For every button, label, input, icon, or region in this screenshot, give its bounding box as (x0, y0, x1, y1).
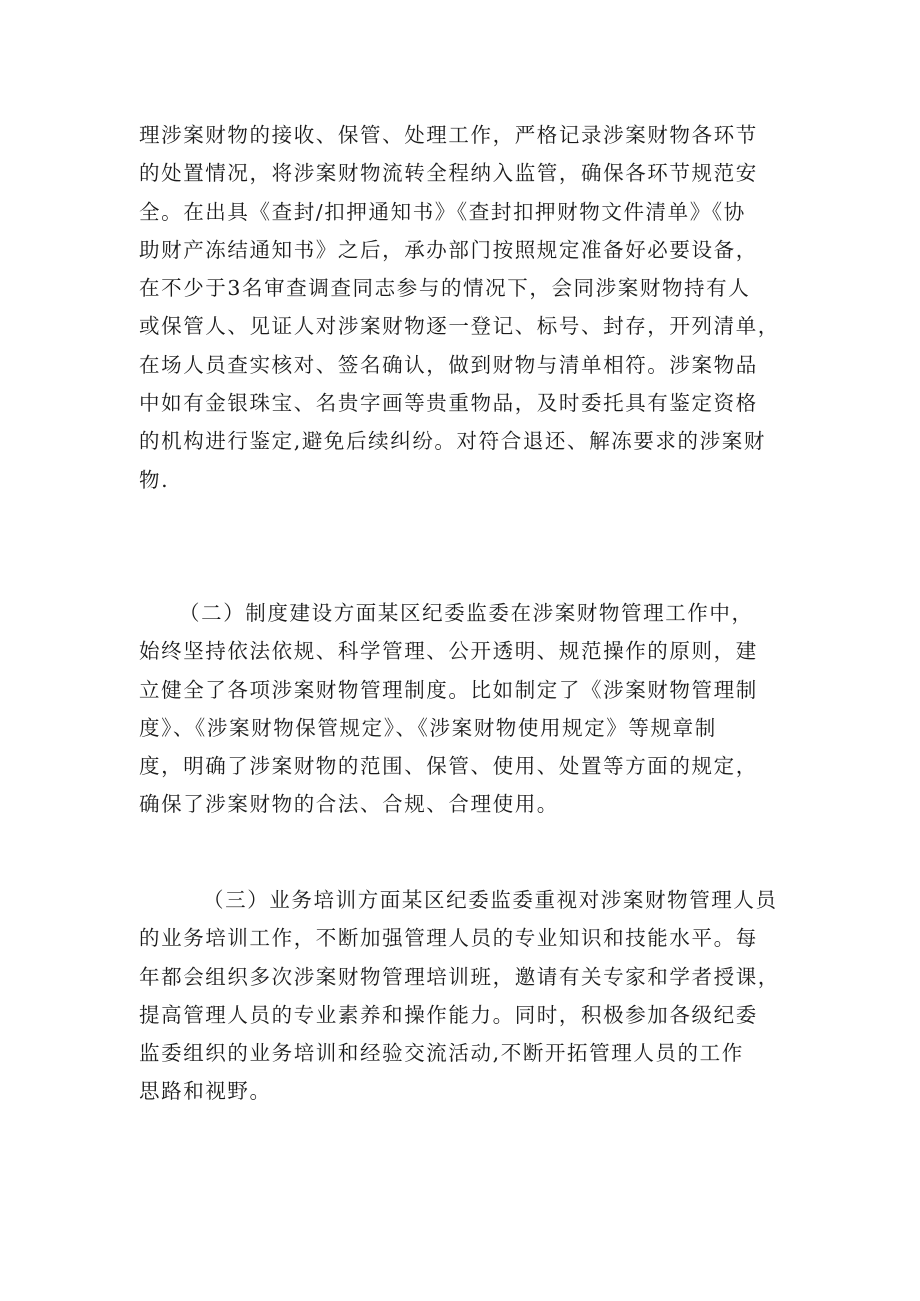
text-line: 年都会组织多次涉案财物管理培训班，邀请有关专家和学者授课， (139, 964, 780, 989)
text-line: 中如有金银珠宝、名贵字画等贵重物品，及时委托具有鉴定资格 (139, 391, 758, 416)
text-line: 助财产冻结通知书》之后，承办部门按照规定准备好必要设备， (139, 237, 758, 262)
paragraph-business-training (139, 881, 799, 1111)
text-line: 思路和视野。 (139, 1079, 272, 1104)
text-line: （二）制度建设方面某区纪委监委在涉案财物管理工作中， (179, 601, 754, 625)
text-line: 提高管理人员的专业素养和操作能力。同时，积极参加各级纪委 (139, 1002, 758, 1027)
text-line: 始终坚持依法依规、科学管理、公开透明、规范操作的原则，建 (139, 639, 758, 664)
text-line: 度》、《涉案财物保管规定》、《涉案财物使用规定》等规章制 (139, 715, 717, 740)
text-line: 或保管人、见证人对涉案财物逐一登记、标号、封存，开列清单， (139, 314, 780, 339)
text-line: 的处置情况，将涉案财物流转全程纳入监管，确保各环节规范安 (139, 161, 758, 186)
text-line: 监委组织的业务培训和经验交流活动,不断开拓管理人员的工作 (139, 1041, 744, 1066)
text-line: （三）业务培训方面某区纪委监委重视对涉案财物管理人员 (203, 888, 778, 912)
text-line: 在不少于3名审查调查同志参与的情况下，会同涉案财物持有人 (139, 276, 751, 301)
paragraph-asset-handling (139, 116, 799, 499)
text-line: 确保了涉案财物的合法、合规、合理使用。 (139, 792, 559, 817)
paragraph-system-construction (139, 594, 799, 824)
text-line: 理涉案财物的接收、保管、处理工作，严格记录涉案财物各环节 (139, 123, 758, 147)
text-line: 全。在出具《查封/扣押通知书》《查封扣押财物文件清单》《协 (139, 199, 746, 224)
text-line: 在场人员查实核对、签名确认，做到财物与清单相符。涉案物品 (139, 352, 758, 377)
text-line: 立健全了各项涉案财物管理制度。比如制定了《涉案财物管理制 (139, 677, 758, 702)
text-line: 度，明确了涉案财物的范围、保管、使用、处置等方面的规定， (139, 754, 758, 779)
text-line: 物. (139, 467, 170, 492)
text-line: 的机构进行鉴定,避免后续纠纷。对符合退还、解冻要求的涉案财 (139, 429, 766, 454)
text-line: 的业务培训工作，不断加强管理人员的专业知识和技能水平。每 (139, 926, 758, 951)
